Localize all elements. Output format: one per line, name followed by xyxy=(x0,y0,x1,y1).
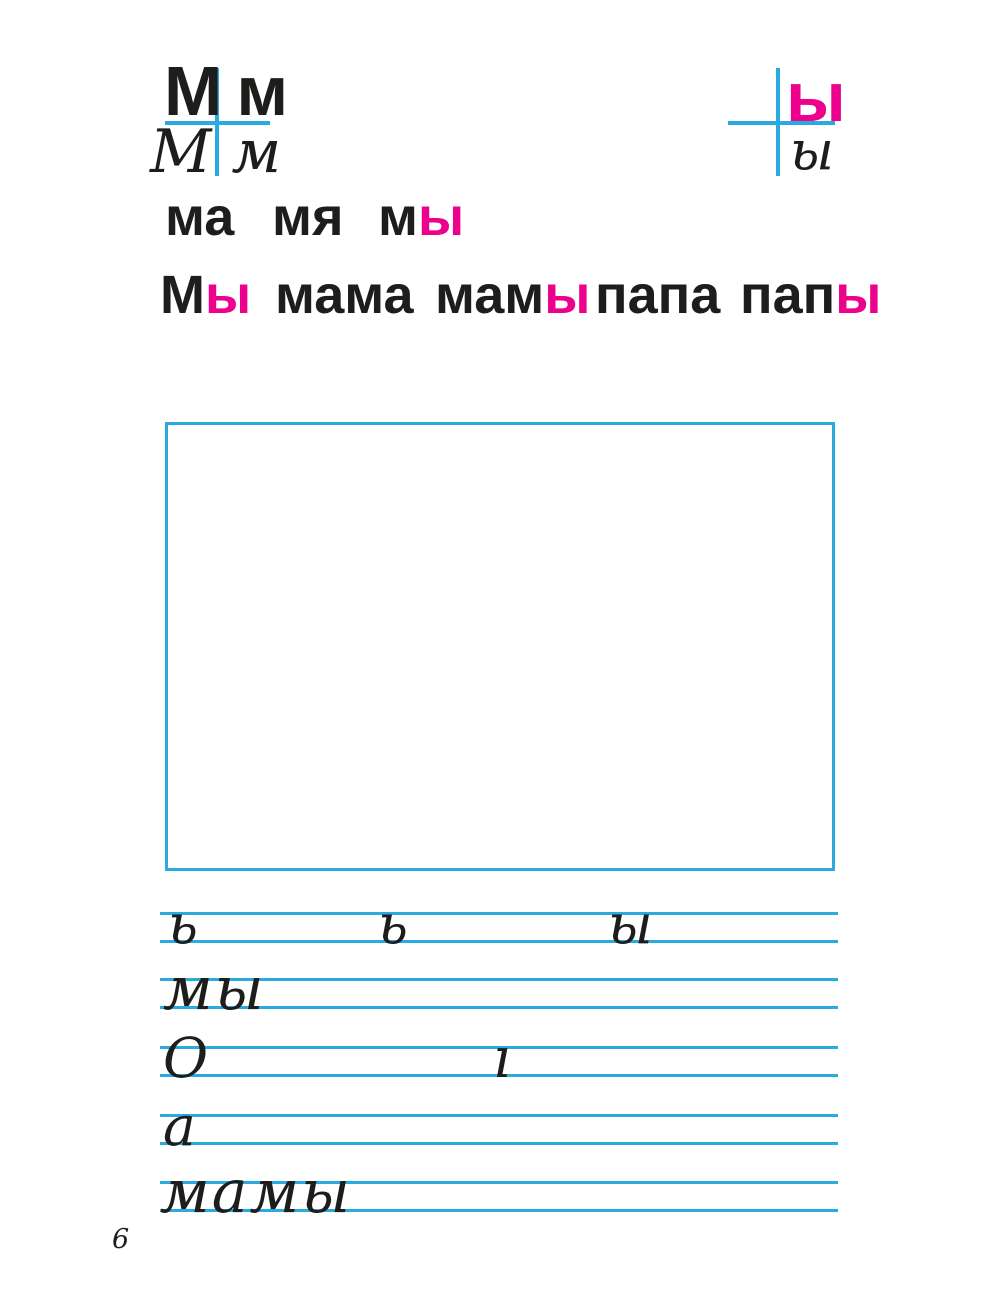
word-segment: ма xyxy=(165,187,235,247)
syllable-item xyxy=(165,187,235,247)
print-letters-m xyxy=(164,52,289,130)
handwriting-sample: ı xyxy=(493,1026,513,1091)
word-segment: пап xyxy=(740,265,836,325)
cursive-letter-y xyxy=(790,119,834,182)
handwriting-row xyxy=(160,1094,838,1159)
cursive-letters-m xyxy=(150,117,282,187)
word-segment: М xyxy=(160,265,205,325)
word-segment: мам xyxy=(435,265,545,325)
handwriting-sample: О xyxy=(163,1026,211,1091)
word-item xyxy=(275,265,414,325)
word-item xyxy=(595,265,721,325)
word-segment: м xyxy=(378,187,418,247)
handwriting-row xyxy=(160,892,838,957)
syllable-item xyxy=(272,187,344,247)
page-number: 6 xyxy=(112,1224,130,1255)
handwriting-sample: ь xyxy=(168,892,200,957)
handwriting-sample: а xyxy=(163,1094,198,1159)
cursive-small-m: м xyxy=(231,117,282,187)
handwriting-row xyxy=(160,1026,838,1091)
cursive-letter-y-glyph: ы xyxy=(790,119,834,182)
highlighted-letter: ы xyxy=(417,187,465,247)
handwriting-sample: мы xyxy=(163,954,266,1025)
handwriting-sample: мамы xyxy=(160,1157,353,1228)
handwriting-row xyxy=(160,1157,838,1228)
word-segment: мя xyxy=(272,187,344,247)
cursive-capital-m: М xyxy=(150,117,212,187)
word-item xyxy=(160,265,252,325)
highlighted-letter: ы xyxy=(204,265,252,325)
handwriting-sample: ь xyxy=(378,892,410,957)
highlighted-letter: ы xyxy=(544,265,591,325)
print-small-m: м xyxy=(236,52,289,130)
handwriting-sample: ы xyxy=(608,892,655,957)
word-segment: папа xyxy=(595,265,721,325)
word-item xyxy=(740,265,882,325)
print-capital-m: М xyxy=(164,52,223,130)
word-segment: мама xyxy=(275,265,414,325)
word-item xyxy=(435,265,591,325)
highlighted-letter: ы xyxy=(835,265,882,325)
print-letter-y-glyph: ы xyxy=(786,58,846,136)
picture-placeholder-box xyxy=(165,422,835,871)
handwriting-row xyxy=(160,954,838,1025)
guide-line-vertical-right xyxy=(776,68,780,176)
syllable-row xyxy=(0,187,1000,250)
word-row xyxy=(0,265,1000,328)
syllable-item xyxy=(378,187,465,247)
